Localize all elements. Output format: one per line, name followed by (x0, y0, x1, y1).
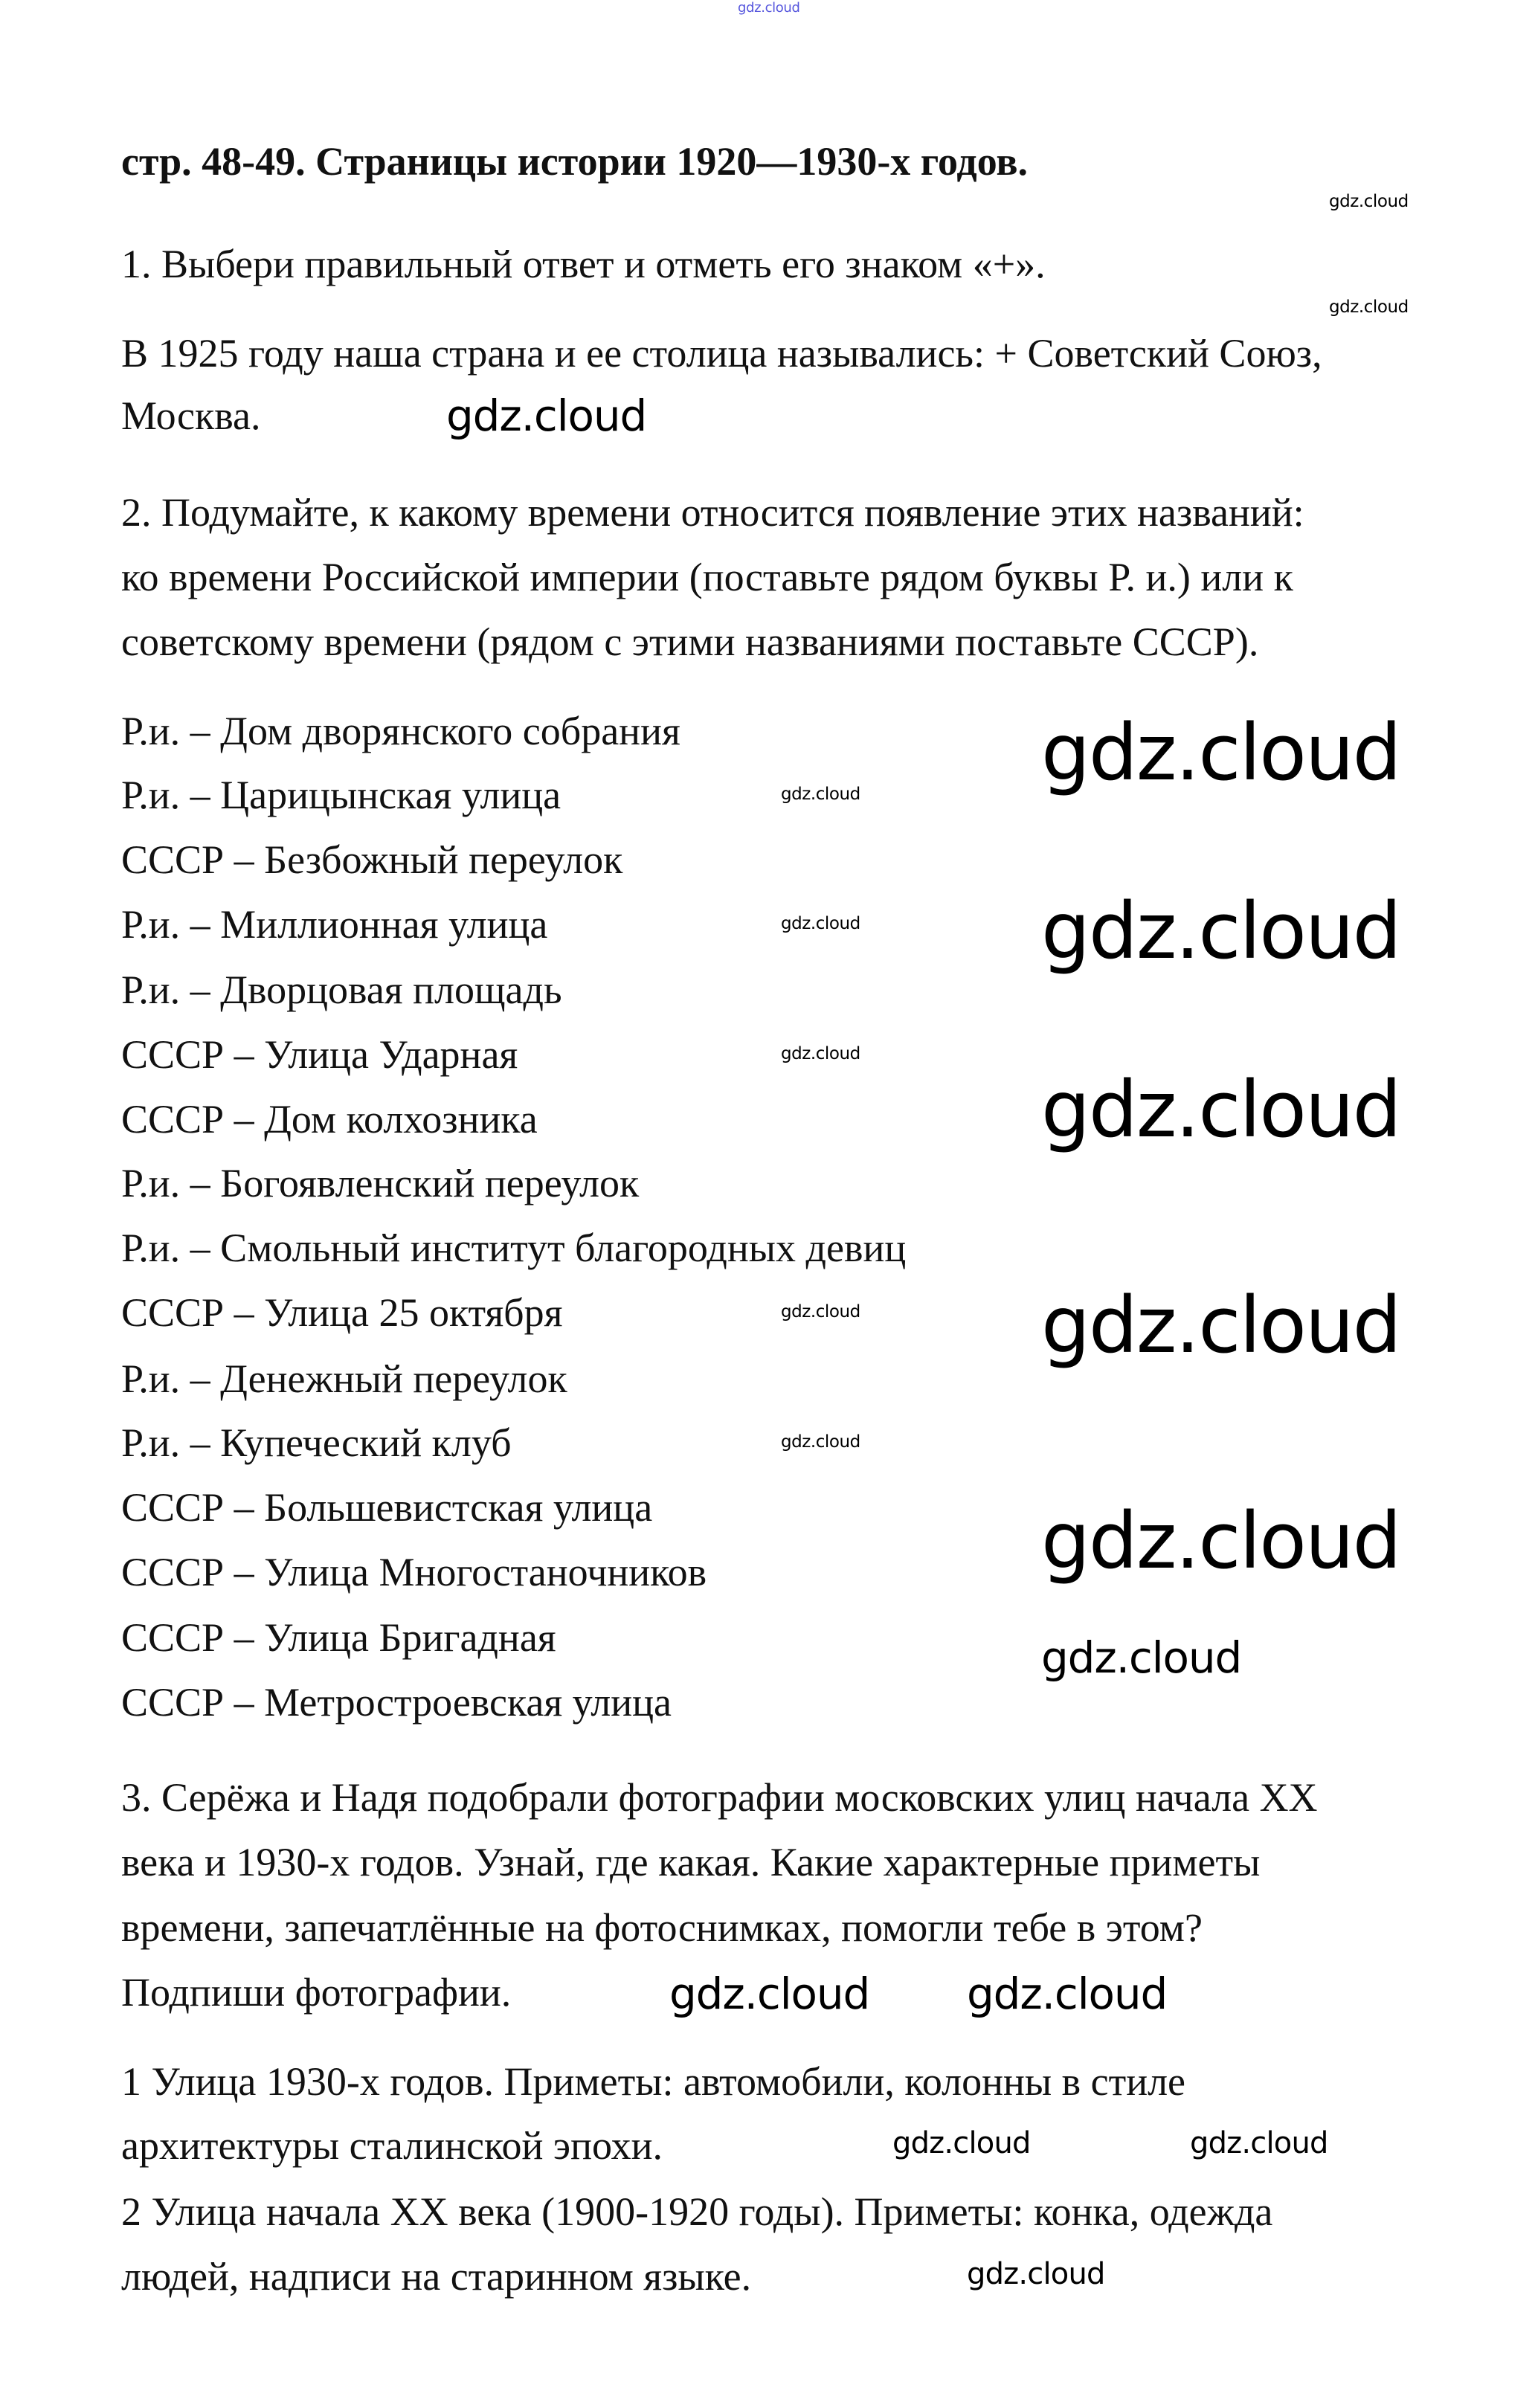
task3-answer: архитектуры сталинской эпохи. (121, 2123, 663, 2168)
task2-question: ко времени Российской империи (поставьте рядом буквы Р. и.) или к (121, 555, 1293, 599)
list-item: Р.и. – Денежный переулок (121, 1356, 567, 1401)
watermark: gdz.cloud (781, 1044, 860, 1063)
watermark: gdz.cloud (1190, 2126, 1328, 2160)
watermark: gdz.cloud (967, 1968, 1168, 2019)
watermark: gdz.cloud (1041, 707, 1400, 798)
task3-answer: 2 Улица начала XX века (1900-1920 годы). Приметы: конка, одежда (121, 2189, 1273, 2234)
watermark: gdz.cloud (781, 1302, 860, 1321)
task2-question: 2. Подумайте, к какому времени относится появление этих названий: (121, 490, 1304, 535)
list-item: СССР – Безбожный переулок (121, 837, 623, 882)
watermark: gdz.cloud (738, 0, 800, 16)
list-item: Р.и. – Дворцовая площадь (121, 968, 562, 1012)
watermark: gdz.cloud (1041, 886, 1400, 976)
list-item: Р.и. – Купеческий клуб (121, 1420, 512, 1465)
list-item: СССР – Улица Многостаночников (121, 1550, 707, 1594)
list-item: Р.и. – Дом дворянского собрания (121, 709, 680, 753)
list-item: Р.и. – Богоявленский переулок (121, 1161, 640, 1205)
list-item: СССР – Улица Бригадная (121, 1615, 556, 1660)
list-item: Р.и. – Миллионная улица (121, 902, 548, 947)
task1-answer: Москва. (121, 393, 261, 438)
watermark: gdz.cloud (1041, 1632, 1242, 1683)
watermark: gdz.cloud (1041, 1280, 1400, 1371)
list-item: СССР – Улица Ударная (121, 1032, 518, 1077)
task3-question: времени, запечатлённые на фотоснимках, помогли тебе в этом? (121, 1905, 1203, 1950)
watermark: gdz.cloud (1329, 192, 1409, 211)
list-item: Р.и. – Смольный институт благородных девиц (121, 1226, 907, 1270)
list-item: СССР – Дом колхозника (121, 1097, 538, 1142)
watermark: gdz.cloud (1041, 1496, 1400, 1586)
task1-answer: В 1925 году наша страна и ее столица назывались: + Советский Союз, (121, 331, 1322, 376)
task3-question: 3. Серёжа и Надя подобрали фотографии московских улиц начала XX (121, 1775, 1318, 1820)
task2-question: советскому времени (рядом с этими названиями поставьте СССР). (121, 619, 1259, 664)
task3-answer: людей, надписи на старинном языке. (121, 2254, 752, 2299)
page-title: стр. 48-49. Страницы истории 1920—1930-х годов. (121, 139, 1029, 184)
list-item: Р.и. – Царицынская улица (121, 773, 561, 817)
watermark: gdz.cloud (967, 2257, 1105, 2291)
watermark: gdz.cloud (781, 785, 860, 804)
watermark: gdz.cloud (781, 1432, 860, 1452)
list-item: СССР – Большевистская улица (121, 1485, 653, 1530)
watermark: gdz.cloud (446, 390, 647, 441)
watermark: gdz.cloud (892, 2126, 1031, 2160)
list-item: СССР – Улица 25 октября (121, 1290, 563, 1335)
task3-question: Подпиши фотографии. (121, 1970, 512, 2015)
task1-question: 1. Выбери правильный ответ и отметь его знаком «+». (121, 242, 1046, 286)
task3-answer: 1 Улица 1930-х годов. Приметы: автомобили, колонны в стиле (121, 2059, 1186, 2104)
list-item: СССР – Метростроевская улица (121, 1680, 672, 1725)
task3-question: века и 1930-х годов. Узнай, где какая. Какие характерные приметы (121, 1840, 1261, 1884)
watermark: gdz.cloud (1041, 1064, 1400, 1155)
watermark: gdz.cloud (781, 914, 860, 933)
watermark: gdz.cloud (1329, 297, 1409, 317)
watermark: gdz.cloud (669, 1968, 870, 2019)
